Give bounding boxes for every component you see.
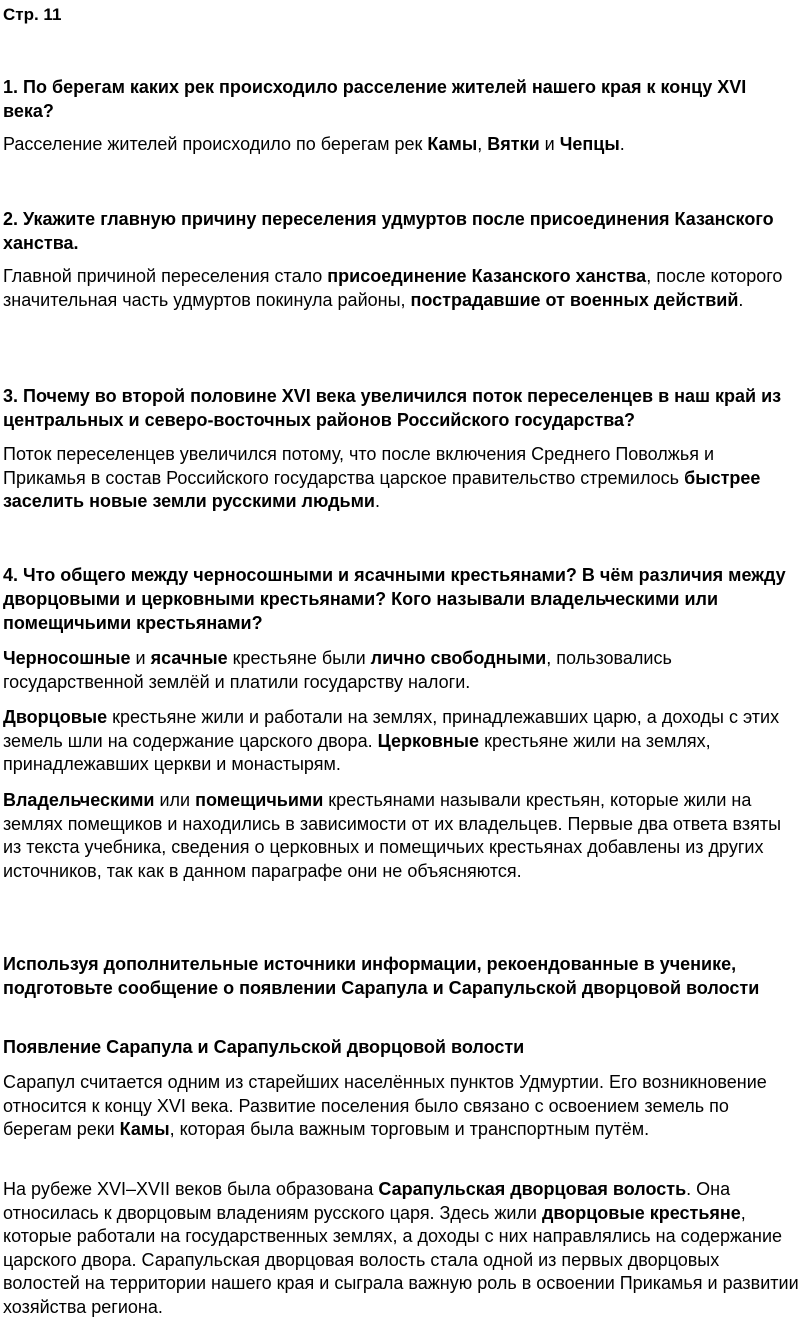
- text-run: .: [619, 134, 625, 154]
- question-1: 1. По берегам каких рек происходило расселение жителей нашего края к концу XVI века?: [3, 77, 747, 121]
- text-run: Главной причиной переселения стало: [3, 266, 328, 286]
- bold-text-run: Чепцы: [559, 134, 620, 154]
- bold-text-run: Церковные: [377, 730, 480, 751]
- text-run: ,: [477, 134, 488, 154]
- text-run: На рубеже XVI–XVII веков была образована: [3, 1179, 379, 1199]
- text-run: , пользовались государственной землёй и платили государству налоги.: [3, 648, 672, 692]
- text-run: Сарапул считается одним из старейших населённых пунктов Удмуртии. Его возникновение относится к концу XVI века. Развитие поселения было связано с освоением земель по берегам реки: [3, 1072, 767, 1139]
- answer-4-part-1: [3, 647, 799, 694]
- text-run: и: [539, 134, 560, 154]
- bold-text-run: Владельческими: [3, 790, 155, 810]
- text-run: Расселение жителей происходило по берегам рек: [3, 134, 428, 154]
- text-run: , которая была важным торговым и транспортным путём.: [169, 1119, 650, 1139]
- text-run: .: [738, 289, 744, 310]
- text-run: . Она относилась к дворцовым владениям русского царя. Здесь жили: [3, 1179, 731, 1223]
- task-subheading: Появление Сарапула и Сарапульской дворцовой волости: [3, 1037, 525, 1057]
- answer-2: [3, 265, 799, 312]
- text-run: крестьяне жили на землях, принадлежавших церкви и монастырям.: [3, 730, 711, 774]
- bold-text-run: быстрее заселить новые земли русскими людьми: [3, 467, 761, 511]
- question-2: 2. Укажите главную причину переселения удмуртов после присоединения Казанского ханства.: [3, 209, 774, 253]
- text-run: , которые работали на государственных землях, а доходы с них направлялись на содержание царского двора. Сарапульская дворцовая волость стала одной из первых дворцовых волостей на территории нашего края и сыграла важную роль в освоении Прикамья и развитии хозяйства региона.: [3, 1202, 799, 1317]
- bold-text-run: лично свободными: [370, 648, 547, 668]
- text-run: или: [154, 790, 196, 810]
- task-paragraph-1: [3, 1071, 799, 1142]
- bold-text-run: присоединение Казанского ханства: [327, 266, 647, 286]
- text-run: и: [130, 648, 151, 668]
- text-run: .: [374, 491, 380, 511]
- text-run: крестьяне были: [227, 648, 371, 668]
- bold-text-run: Вятки: [487, 134, 540, 154]
- bold-text-run: Черносошные: [3, 648, 131, 668]
- answer-1: [3, 133, 799, 157]
- bold-text-run: Дворцовые: [3, 707, 108, 727]
- bold-text-run: ясачные: [150, 648, 228, 668]
- text-run: крестьянами называли крестьян, которые жили на землях помещиков и находились в зависимости от их владельцев. Первые два ответа взяты из текста учебника, сведения о церковных и помещичьих крестьянах добавлены из других источников, так как в данном параграфе они не объясняются.: [3, 790, 782, 881]
- text-run: крестьяне жили и работали на землях, принадлежавших царю, а доходы с этих земель шли на содержание царского двора.: [3, 707, 780, 751]
- text-run: Поток переселенцев увеличился потому, что после включения Среднего Поволжья и Прикамья в состав Российского государства царское правительство стремилось: [3, 444, 715, 488]
- bold-text-run: дворцовые крестьяне: [541, 1202, 741, 1223]
- answer-4-part-2: [3, 706, 799, 777]
- bold-text-run: помещичьими: [195, 790, 324, 810]
- bold-text-run: Камы: [427, 134, 478, 154]
- question-4: 4. Что общего между черносошными и ясачными крестьянами? В чём различия между дворцовыми и церковными крестьянами? Кого называли владельческими или помещичьими крестьянами?: [3, 565, 786, 633]
- answer-4-part-3: [3, 789, 799, 883]
- bold-text-run: пострадавшие от военных действий: [410, 289, 739, 310]
- answer-3: [3, 443, 799, 514]
- bold-text-run: Сарапульская дворцовая волость: [378, 1179, 687, 1199]
- page-number: Стр. 11: [3, 5, 62, 24]
- question-3: 3. Почему во второй половине XVI века увеличился поток переселенцев в наш край из центральных и северо-восточных районов Российского государства?: [3, 386, 782, 430]
- task-paragraph-2: [3, 1178, 799, 1319]
- task-heading: Используя дополнительные источники информации, рекоендованные в ученике, подготовьте сообщение о появлении Сарапула и Сарапульской дворцовой волости: [3, 954, 760, 998]
- bold-text-run: Камы: [119, 1119, 170, 1139]
- text-run: , после которого значительная часть удмуртов покинула районы,: [3, 266, 783, 310]
